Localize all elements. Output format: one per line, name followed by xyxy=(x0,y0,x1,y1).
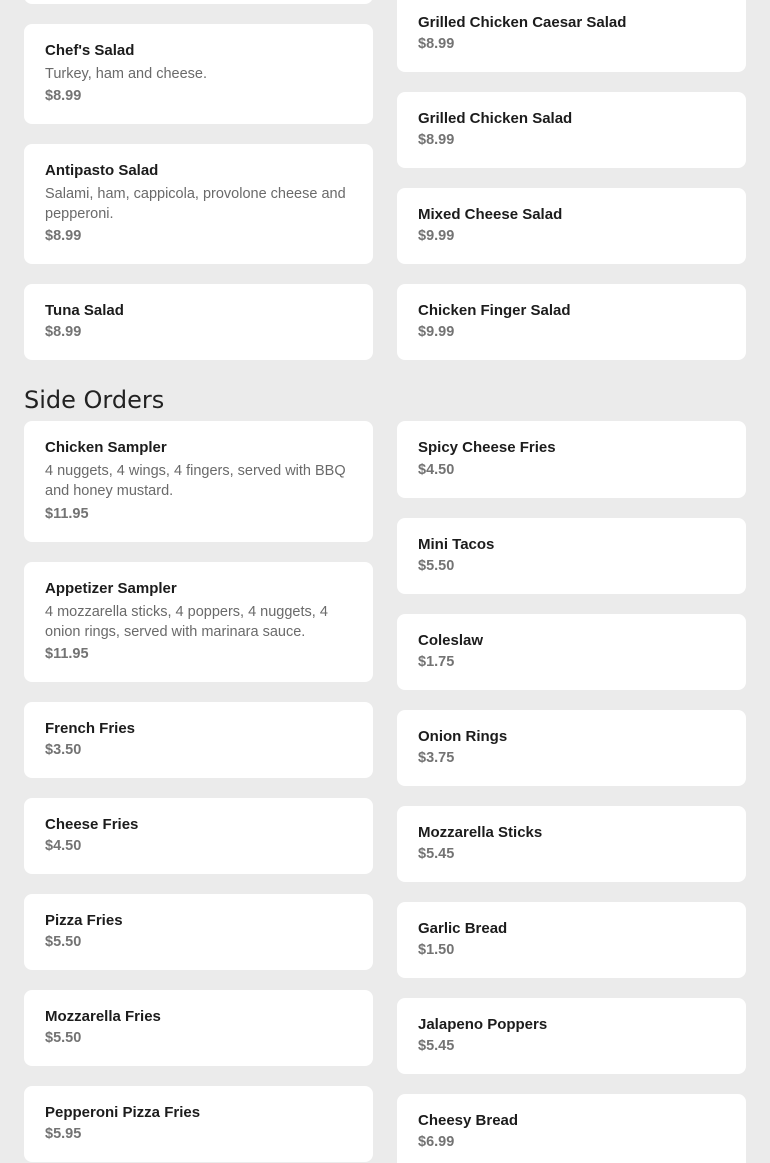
menu-item-card[interactable] xyxy=(397,614,746,690)
menu-item-description: Turkey, ham and cheese. xyxy=(45,66,207,82)
menu-item-name: Mozzarella Sticks xyxy=(418,824,543,841)
menu-item-card[interactable] xyxy=(397,1094,746,1163)
menu-item-price: $5.45 xyxy=(418,1038,455,1054)
menu-item-price: $8.99 xyxy=(45,324,82,340)
menu-item-card[interactable] xyxy=(397,710,746,786)
menu-item-name: Jalapeno Poppers xyxy=(418,1016,548,1033)
menu-item-card[interactable] xyxy=(24,421,373,542)
menu-item-card[interactable] xyxy=(397,421,746,498)
menu-item-card[interactable] xyxy=(397,0,746,72)
menu-item-name: Coleslaw xyxy=(418,632,484,649)
menu-item-price: $5.50 xyxy=(45,1030,82,1046)
menu-item-price: $11.95 xyxy=(45,646,89,662)
menu-item-card[interactable] xyxy=(397,902,746,978)
menu-item-card[interactable] xyxy=(397,284,746,360)
menu-item-card[interactable] xyxy=(24,284,373,360)
menu-item-card[interactable] xyxy=(397,998,746,1074)
menu-item-name: Appetizer Sampler xyxy=(45,580,177,597)
menu-item-price: $8.99 xyxy=(45,228,82,244)
menu-item-description: Salami, ham, cappicola, provolone cheese and pepperoni. xyxy=(45,186,346,222)
menu-item-description: 4 nuggets, 4 wings, 4 fingers, served with BBQ and honey mustard. xyxy=(45,463,346,499)
menu-item-name: Mixed Cheese Salad xyxy=(418,206,563,223)
menu-item-price: $4.50 xyxy=(45,838,82,854)
menu-item-price: $1.50 xyxy=(418,942,455,958)
menu-item-name: Cheese Fries xyxy=(45,816,139,833)
menu-item-card[interactable] xyxy=(397,92,746,168)
menu-item-card[interactable] xyxy=(24,1086,373,1162)
menu-item-price: $9.99 xyxy=(418,228,455,244)
menu-item-name: Grilled Chicken Salad xyxy=(418,110,573,127)
menu-item-name: Chicken Sampler xyxy=(45,439,167,456)
menu-item-price: $5.45 xyxy=(418,846,455,862)
menu-item-price: $5.50 xyxy=(45,934,82,950)
menu-item-name: Antipasto Salad xyxy=(45,162,159,179)
menu-item-price: $6.99 xyxy=(418,1134,455,1150)
menu-item-price: $9.99 xyxy=(418,324,455,340)
menu-item-price: $3.50 xyxy=(45,742,82,758)
menu-item-card[interactable] xyxy=(397,518,746,594)
menu-item-price: $11.95 xyxy=(45,506,89,522)
menu-item-card[interactable] xyxy=(397,806,746,882)
menu-item-name: Garlic Bread xyxy=(418,920,508,937)
menu-item-card[interactable] xyxy=(24,798,373,874)
menu-item-name: Grilled Chicken Caesar Salad xyxy=(418,14,627,31)
menu-item-name: Spicy Cheese Fries xyxy=(418,439,556,456)
menu-item-price: $8.99 xyxy=(418,132,455,148)
menu-item-name: Pepperoni Pizza Fries xyxy=(45,1104,201,1121)
section-title-side-orders: Side Orders xyxy=(24,386,165,414)
menu-item-price: $1.75 xyxy=(418,654,455,670)
menu-item-card[interactable] xyxy=(24,990,373,1066)
menu-item-price: $5.95 xyxy=(45,1126,82,1142)
menu-item-price: $4.50 xyxy=(418,462,455,478)
menu-item-name: French Fries xyxy=(45,720,136,737)
menu-item-name: Tuna Salad xyxy=(45,302,124,319)
menu-item-name: Cheesy Bread xyxy=(418,1112,519,1129)
menu-item-card[interactable] xyxy=(397,188,746,264)
menu-item-card-partial[interactable] xyxy=(24,0,373,4)
menu-item-card[interactable] xyxy=(24,144,373,264)
menu-item-price: $8.99 xyxy=(418,36,455,52)
menu-item-name: Onion Rings xyxy=(418,728,508,745)
menu-item-card[interactable] xyxy=(24,702,373,778)
menu-item-name: Mozzarella Fries xyxy=(45,1008,161,1025)
menu-item-name: Chicken Finger Salad xyxy=(418,302,571,319)
menu-item-card[interactable] xyxy=(24,894,373,970)
menu-item-description: 4 mozzarella sticks, 4 poppers, 4 nuggets, 4 onion rings, served with marinara sauce. xyxy=(45,604,328,640)
menu-item-name: Pizza Fries xyxy=(45,912,123,929)
menu-item-price: $3.75 xyxy=(418,750,455,766)
menu-item-name: Mini Tacos xyxy=(418,536,495,553)
menu-item-price: $8.99 xyxy=(45,88,82,104)
menu-item-card[interactable] xyxy=(24,562,373,682)
menu-item-name: Chef's Salad xyxy=(45,42,135,59)
menu-item-card[interactable] xyxy=(24,24,373,124)
menu-item-price: $5.50 xyxy=(418,558,455,574)
